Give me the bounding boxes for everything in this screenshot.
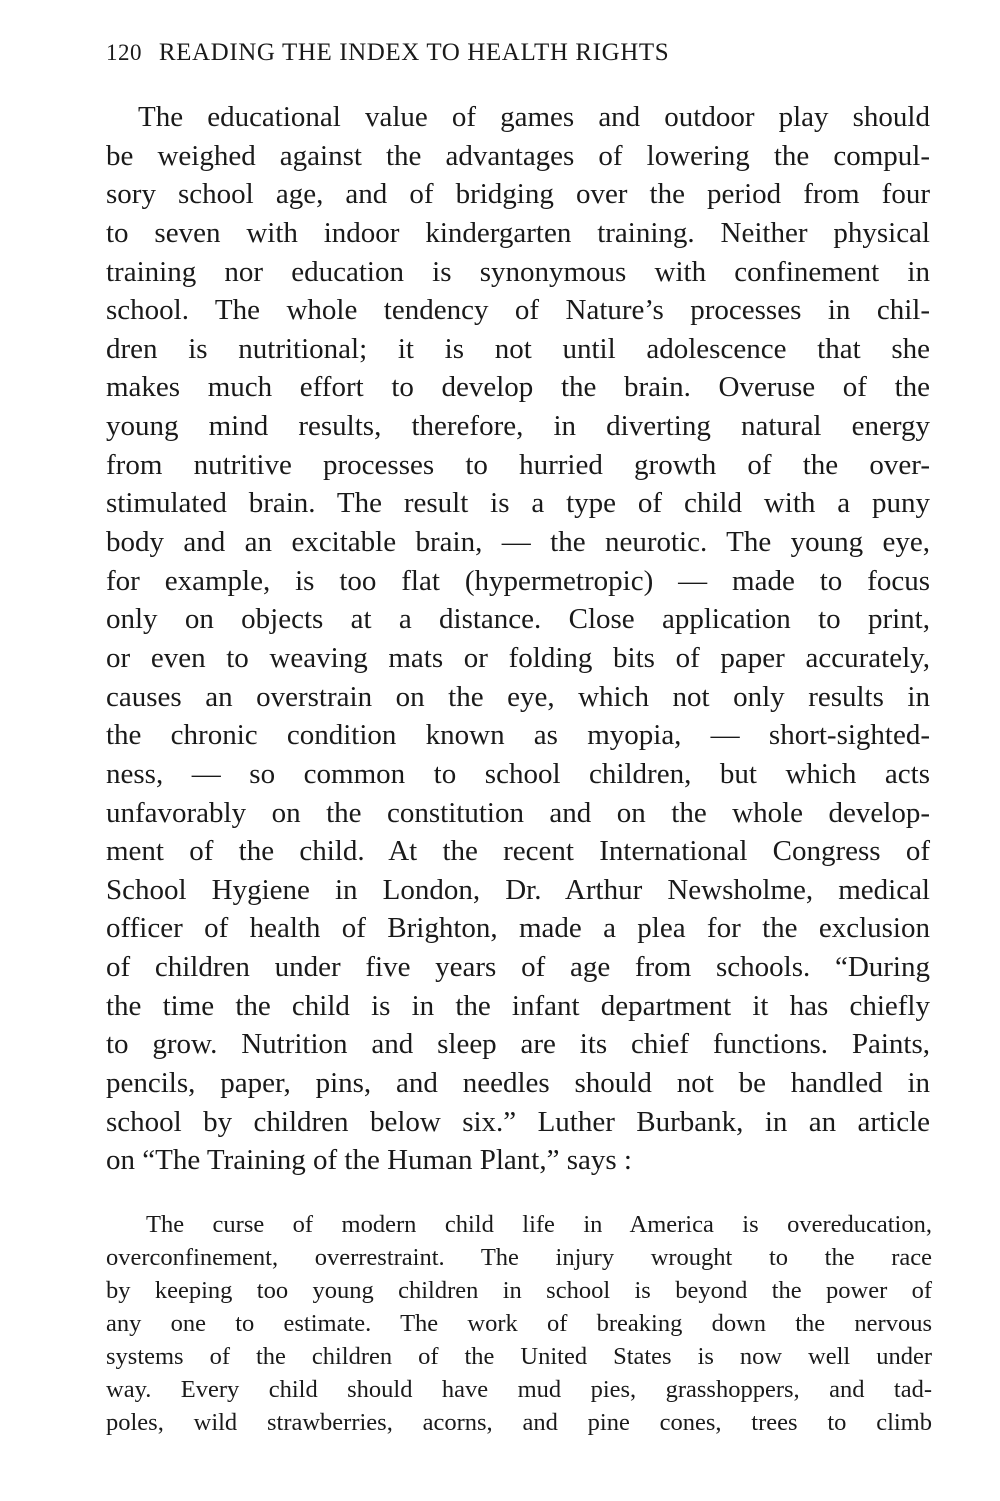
quote-line: overconfinement, overrestraint. The injury wrought to the race xyxy=(106,1244,932,1271)
text-line: sory school age, and of bridging over the period from four xyxy=(106,178,930,211)
text-line: of children under five years of age from schools. “During xyxy=(106,951,930,984)
text-line: ness, — so common to school children, but which acts xyxy=(106,757,930,790)
text-line: pencils, paper, pins, and needles should not be handled in xyxy=(106,1067,930,1100)
quote-line: poles, wild strawberries, acorns, and pine cones, trees to climb xyxy=(106,1409,932,1436)
text-line: makes much effort to develop the brain. Overuse of the xyxy=(106,371,930,404)
quote-line: systems of the children of the United States is now well under xyxy=(106,1343,932,1370)
text-line: to grow. Nutrition and sleep are its chief functions. Paints, xyxy=(106,1028,930,1061)
text-line: unfavorably on the constitution and on the whole develop- xyxy=(106,796,930,829)
text-line: the time the child is in the infant department it has chiefly xyxy=(106,989,930,1022)
text-line: from nutritive processes to hurried growth of the over- xyxy=(106,448,930,481)
text-line: young mind results, therefore, in diverting natural energy xyxy=(106,410,930,443)
text-line: on “The Training of the Human Plant,” says : xyxy=(106,1144,632,1177)
text-line: dren is nutritional; it is not until adolescence that she xyxy=(106,332,930,365)
text-line: School Hygiene in London, Dr. Arthur Newsholme, medical xyxy=(106,873,930,906)
quote-line: by keeping too young children in school is beyond the power of xyxy=(106,1277,932,1304)
text-line: school by children below six.” Luther Burbank, in an article xyxy=(106,1105,930,1138)
running-head xyxy=(106,36,936,70)
text-line: only on objects at a distance. Close application to print, xyxy=(106,603,930,636)
quote-line: way. Every child should have mud pies, grasshoppers, and tad- xyxy=(106,1376,932,1403)
block-quote xyxy=(106,1208,932,1439)
text-line: The educational value of games and outdoor play should xyxy=(138,101,930,133)
text-line: or even to weaving mats or folding bits of paper accurately, xyxy=(106,641,930,674)
text-line: training nor education is synonymous with confinement in xyxy=(106,255,930,288)
text-line: for example, is too flat (hypermetropic) — made to focus xyxy=(106,564,930,597)
page-number: 120 xyxy=(106,40,142,65)
text-line: stimulated brain. The result is a type of child with a puny xyxy=(106,487,930,520)
text-line: school. The whole tendency of Nature’s processes in chil- xyxy=(106,294,930,327)
running-title: READING THE INDEX TO HEALTH RIGHTS xyxy=(158,39,670,66)
text-line: the chronic condition known as myopia, — short-sighted- xyxy=(106,719,930,752)
text-line: officer of health of Brighton, made a plea for the exclusion xyxy=(106,912,930,945)
body-paragraph xyxy=(106,98,930,1180)
text-line: body and an excitable brain, — the neurotic. The young eye, xyxy=(106,526,930,559)
quote-line: The curse of modern child life in America is overeducation, xyxy=(146,1211,932,1238)
text-line: causes an overstrain on the eye, which not only results in xyxy=(106,680,930,713)
text-line: be weighed against the advantages of lowering the compul- xyxy=(106,139,930,172)
quote-line: any one to estimate. The work of breaking down the nervous xyxy=(106,1310,932,1337)
text-line: to seven with indoor kindergarten training. Neither physical xyxy=(106,216,930,249)
text-line: ment of the child. At the recent International Congress of xyxy=(106,835,930,868)
